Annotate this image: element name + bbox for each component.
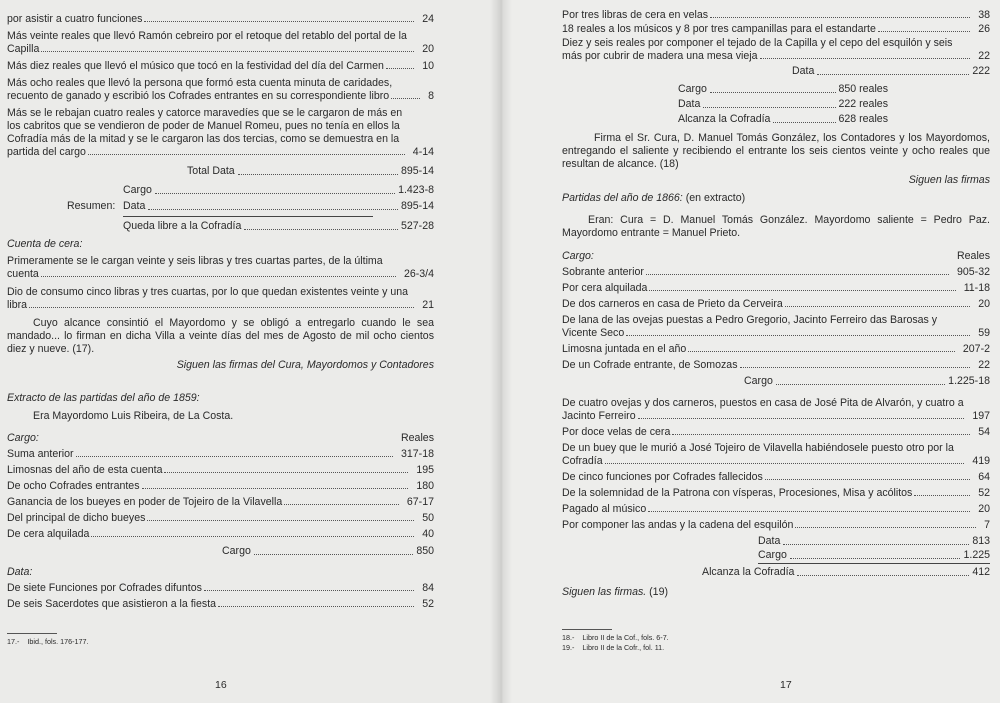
ledger-entry-amount: 38 bbox=[978, 9, 990, 21]
ledger-entry bbox=[562, 519, 990, 532]
right-cargo-entries bbox=[562, 266, 990, 372]
left-data-entries bbox=[7, 582, 434, 611]
ledger-entry-amount: 8 bbox=[428, 90, 434, 102]
right-page bbox=[500, 0, 1000, 703]
ledger-entry-text: Por doce velas de cera bbox=[562, 426, 671, 438]
ledger-entry-text: Limosna juntada en el año bbox=[562, 343, 687, 355]
right-final-data-label: Data bbox=[758, 535, 781, 547]
left-page-content bbox=[7, 13, 434, 647]
ledger-entry-text: Suma anterior bbox=[7, 448, 74, 460]
right-footnote-18-text: Libro II de la Cof., fols. 6-7. bbox=[582, 633, 669, 642]
right-data-total-amount: 222 bbox=[972, 65, 990, 77]
ledger-entry-amount: 20 bbox=[978, 298, 990, 310]
right-summary-data bbox=[678, 98, 888, 111]
ledger-entry bbox=[562, 37, 990, 63]
resumen-cargo-label: Cargo bbox=[123, 184, 152, 196]
right-final-alcanza bbox=[702, 566, 990, 579]
right-cargo-header bbox=[562, 250, 990, 263]
ledger-entry-text: Por tres libras de cera en velas bbox=[562, 9, 709, 21]
ledger-entry-amount: 195 bbox=[416, 464, 434, 476]
right-footnote-19-text: Libro II de la Cofr., fol. 11. bbox=[582, 643, 665, 652]
ledger-entry bbox=[562, 9, 990, 22]
ledger-entry-amount: 197 bbox=[972, 410, 990, 422]
ledger-entry bbox=[7, 30, 434, 56]
right-summary-alcanza bbox=[678, 113, 888, 126]
resumen-data-amount: 895-14 bbox=[401, 200, 434, 212]
ledger-entry-amount: 84 bbox=[422, 582, 434, 594]
ledger-entry-text: De la solemnidad de la Patrona con vísperas, Procesiones, Misa y acólitos bbox=[562, 487, 913, 499]
ledger-entry bbox=[7, 496, 434, 509]
left-cargo-total-row bbox=[222, 545, 434, 558]
resumen-cargo-amount: 1.423-8 bbox=[398, 184, 434, 196]
ledger-entry-text: Más diez reales que llevó el músico que tocó en la festividad del día del Carmen bbox=[7, 60, 384, 72]
ledger-entry-amount: 26-3/4 bbox=[403, 268, 434, 280]
ledger-entry-text: Dio de consumo cinco libras y tres cuartas, por lo que quedan existentes veinte y una libra bbox=[7, 286, 409, 311]
ledger-entry bbox=[562, 343, 990, 356]
partidas-heading bbox=[562, 192, 990, 205]
right-cargo-heading: Cargo: bbox=[562, 250, 594, 262]
ledger-entry-amount: 52 bbox=[978, 487, 990, 499]
ledger-entry bbox=[562, 397, 990, 423]
ledger-entry-amount: 50 bbox=[422, 512, 434, 524]
ledger-entry-amount: 22 bbox=[978, 50, 990, 62]
eran-paragraph: Eran: Cura = D. Manuel Tomás González. Mayordomo saliente = Pedro Paz. Mayordomo entrante = Manuel Prieto. bbox=[562, 214, 990, 239]
right-final-cargo bbox=[758, 549, 990, 562]
ledger-entry-text: Por componer las andas y la cadena del esquilón bbox=[562, 519, 794, 531]
left-cargo-header bbox=[7, 432, 434, 445]
left-cargo-total-amount: 850 bbox=[416, 545, 434, 557]
left-cargo-heading: Cargo: bbox=[7, 432, 39, 444]
right-cargo-total-label: Cargo bbox=[744, 375, 773, 387]
ledger-entry-text: Diez y seis reales por componer el tejado de la Capilla y el cepo del esquilón y seis más por cubrir de madera una mesa vieja bbox=[562, 37, 953, 62]
ledger-entry bbox=[7, 286, 434, 312]
ledger-entry bbox=[7, 77, 434, 103]
resumen-data-row bbox=[67, 200, 434, 213]
right-summary-cargo bbox=[678, 83, 888, 96]
left-signature: Siguen las firmas del Cura, Mayordomos y Contadores bbox=[176, 359, 434, 371]
ledger-entry-text: Ganancia de los bueyes en poder de Tojeiro de la Vilavella bbox=[7, 496, 283, 508]
ledger-entry bbox=[7, 598, 434, 611]
ledger-entry-text: Más se le rebajan cuatro reales y catorce maravedíes que se le cargaron de más en los cabritos que se vendieron de poder de Manuel Romeu, pues no tenía en ellos la Cofradía más de la mitad y se le cargaron las dos tercias, como se demuestra en la partida del cargo bbox=[7, 107, 403, 158]
ledger-entry bbox=[7, 512, 434, 525]
ledger-entry bbox=[562, 426, 990, 439]
right-footnote-19-num: 19.- bbox=[562, 643, 575, 652]
ledger-entry-text: De cuatro ovejas y dos carneros, puestos en casa de José Pita de Alvarón, y cuatro a Jacinto Ferreiro bbox=[562, 397, 964, 422]
right-footnote-18-num: 18.- bbox=[562, 633, 575, 642]
ledger-entry-text: por asistir a cuatro funciones bbox=[7, 13, 143, 25]
ledger-entry-text: De siete Funciones por Cofrades difuntos bbox=[7, 582, 202, 594]
right-final-data-amount: 813 bbox=[972, 535, 990, 547]
left-page-number: 16 bbox=[215, 679, 227, 691]
ledger-entry-amount: 21 bbox=[422, 299, 434, 311]
ledger-entry-amount: 20 bbox=[422, 43, 434, 55]
ledger-entry-amount: 67-17 bbox=[406, 496, 434, 508]
ledger-entry-amount: 26 bbox=[978, 23, 990, 35]
right-final-alcanza-amount: 412 bbox=[972, 566, 990, 578]
left-footnote-num: 17.- bbox=[7, 637, 20, 646]
ledger-entry-amount: 40 bbox=[422, 528, 434, 540]
ledger-entry-amount: 64 bbox=[978, 471, 990, 483]
ledger-entry-text: Primeramente se le cargan veinte y seis libras y tres cuartas partes, de la última cuenta bbox=[7, 255, 383, 280]
ledger-entry bbox=[7, 464, 434, 477]
ledger-entry bbox=[562, 442, 990, 468]
left-top-entries bbox=[7, 13, 434, 159]
right-signature-2-ref: (19) bbox=[646, 586, 668, 598]
right-final-summary bbox=[702, 535, 990, 579]
firma-paragraph: Firma el Sr. Cura, D. Manuel Tomás González, los Contadores y los Mayordomos, entregando el saliente y recibiendo el entrante los seis cientos veinte y ocho reales que resultan de alcance. (18) bbox=[562, 132, 990, 170]
right-summary-alcanza-amount: 628 reales bbox=[838, 113, 888, 125]
total-data-row bbox=[187, 165, 434, 178]
right-footnote-19 bbox=[562, 643, 990, 653]
ledger-entry-amount: 24 bbox=[422, 13, 434, 25]
ledger-entry-amount: 59 bbox=[978, 327, 990, 339]
ledger-entry bbox=[7, 582, 434, 595]
resumen-queda-row bbox=[123, 220, 434, 233]
right-final-cargo-amount: 1.225 bbox=[963, 549, 990, 561]
ledger-entry-text: Pagado al músico bbox=[562, 503, 647, 515]
right-summary-cargo-amount: 850 reales bbox=[838, 83, 888, 95]
cera-heading: Cuenta de cera: bbox=[7, 238, 83, 250]
ledger-entry-amount: 20 bbox=[978, 503, 990, 515]
cera-paragraph: Cuyo alcance consintió el Mayordomo y se obligó a entregarlo cuando le sea mandado... lo firman en dicha Villa a veinte días del mes de Agosto de mil ocho cientos diez y nueve. (17). bbox=[7, 317, 434, 355]
ledger-entry-text: De lana de las ovejas puestas a Pedro Gregorio, Jacinto Ferreiro das Barosas y Vicente Seco bbox=[562, 314, 938, 339]
ledger-entry-text: De dos carneros en casa de Prieto da Cerveira bbox=[562, 298, 783, 310]
right-summary-cargo-label: Cargo bbox=[678, 83, 707, 95]
right-summary-alcanza-label: Alcanza la Cofradía bbox=[678, 113, 771, 125]
ledger-entry-amount: 7 bbox=[984, 519, 990, 531]
book-gutter bbox=[490, 0, 512, 703]
ledger-entry-text: De cinco funciones por Cofrades fallecidos bbox=[562, 471, 763, 483]
right-reales-label: Reales bbox=[957, 250, 990, 262]
ledger-entry bbox=[7, 528, 434, 541]
ledger-entry bbox=[562, 359, 990, 372]
ledger-entry-amount: 317-18 bbox=[401, 448, 434, 460]
mayordomo-text: Era Mayordomo Luis Ribeira, de La Costa. bbox=[33, 410, 234, 422]
extract-heading: Extracto de las partidas del año de 1859: bbox=[7, 392, 200, 404]
left-cargo-entries bbox=[7, 448, 434, 541]
left-reales-label: Reales bbox=[401, 432, 434, 444]
ledger-entry bbox=[562, 282, 990, 295]
left-footnote-text: Ibid., fols. 176-177. bbox=[27, 637, 89, 646]
ledger-entry bbox=[562, 298, 990, 311]
ledger-entry bbox=[7, 60, 434, 73]
left-data-heading: Data: bbox=[7, 566, 33, 578]
ledger-entry-text: Sobrante anterior bbox=[562, 266, 644, 278]
ledger-entry bbox=[562, 487, 990, 500]
ledger-entry-text: Más ocho reales que llevó la persona que formó esta cuenta minuta de caridades, recuento de ganado y escribió los Cofrades entrantes en su correspondiente libro bbox=[7, 77, 393, 102]
ledger-entry-amount: 4-14 bbox=[412, 146, 434, 158]
ledger-entry-text: Más veinte reales que llevó Ramón cebreiro por el retoque del retablo del portal de la Capilla bbox=[7, 30, 407, 55]
total-data-label: Total Data bbox=[187, 165, 235, 177]
ledger-entry bbox=[562, 314, 990, 340]
ledger-entry bbox=[562, 471, 990, 484]
ledger-entry-amount: 419 bbox=[972, 455, 990, 467]
right-signature-2 bbox=[562, 586, 990, 599]
ledger-entry bbox=[562, 503, 990, 516]
cera-entries bbox=[7, 255, 434, 312]
partidas-heading-italic: Partidas del año de 1866: bbox=[562, 192, 683, 204]
right-summary-data-label: Data bbox=[678, 98, 701, 110]
left-cargo-total-label: Cargo bbox=[222, 545, 251, 557]
ledger-entry-amount: 54 bbox=[978, 426, 990, 438]
ledger-entry-text: De un Cofrade entrante, de Somozas bbox=[562, 359, 738, 371]
ledger-entry-amount: 22 bbox=[978, 359, 990, 371]
ledger-entry bbox=[7, 107, 434, 159]
right-footnote-18 bbox=[562, 633, 990, 643]
ledger-entry-amount: 180 bbox=[416, 480, 434, 492]
partidas-heading-rest: (en extracto) bbox=[682, 192, 746, 204]
right-page-content bbox=[562, 9, 990, 653]
right-data-total-row bbox=[792, 65, 990, 78]
resumen-cargo-row bbox=[123, 184, 434, 197]
ledger-entry bbox=[562, 266, 990, 279]
ledger-entry-text: De un buey que le murió a José Tojeiro de Vilavella habiéndosele puesto otro por la Cofradía bbox=[562, 442, 954, 467]
right-final-data bbox=[758, 535, 990, 548]
ledger-entry-text: Por cera alquilada bbox=[562, 282, 648, 294]
right-data-total-label: Data bbox=[792, 65, 815, 77]
ledger-entry-text: De seis Sacerdotes que asistieron a la fiesta bbox=[7, 598, 217, 610]
ledger-entry-text: De cera alquilada bbox=[7, 528, 90, 540]
total-data-amount: 895-14 bbox=[401, 165, 434, 177]
resumen-queda-label: Queda libre a la Cofradía bbox=[123, 220, 242, 232]
right-signature-1: Siguen las firmas bbox=[908, 174, 990, 186]
ledger-entry bbox=[7, 448, 434, 461]
right-cargo-total-amount: 1.225-18 bbox=[948, 375, 990, 387]
ledger-entry bbox=[7, 255, 434, 281]
right-summary-data-amount: 222 reales bbox=[838, 98, 888, 110]
ledger-entry-text: Del principal de dicho bueyes bbox=[7, 512, 146, 524]
ledger-entry bbox=[7, 13, 434, 26]
resumen-label: Resumen: bbox=[67, 200, 116, 212]
ledger-entry-amount: 52 bbox=[422, 598, 434, 610]
right-page-number: 17 bbox=[780, 679, 792, 691]
ledger-entry-text: De ocho Cofrades entrantes bbox=[7, 480, 140, 492]
ledger-entry-text: 18 reales a los músicos y 8 por tres campanillas para el estandarte bbox=[562, 23, 876, 35]
ledger-entry-amount: 207-2 bbox=[962, 343, 990, 355]
ledger-entry bbox=[7, 480, 434, 493]
ledger-entry bbox=[562, 23, 990, 36]
ledger-entry-amount: 905-32 bbox=[957, 266, 990, 278]
right-final-cargo-label: Cargo bbox=[758, 549, 787, 561]
right-final-alcanza-label: Alcanza la Cofradía bbox=[702, 566, 795, 578]
right-cargo-total-row bbox=[744, 375, 990, 388]
resumen-block bbox=[67, 184, 434, 233]
ledger-entry-text: Limosnas del año de esta cuenta bbox=[7, 464, 163, 476]
ledger-entry-amount: 10 bbox=[422, 60, 434, 72]
ledger-entry-amount: 11-18 bbox=[963, 282, 990, 294]
right-data-entries bbox=[562, 397, 990, 532]
right-top-entries bbox=[562, 9, 990, 63]
resumen-data-label: Data bbox=[123, 200, 146, 212]
resumen-queda-amount: 527-28 bbox=[401, 220, 434, 232]
left-footnote bbox=[7, 637, 434, 647]
right-summary bbox=[678, 83, 888, 126]
right-signature-2-text: Siguen las firmas. bbox=[562, 586, 647, 598]
